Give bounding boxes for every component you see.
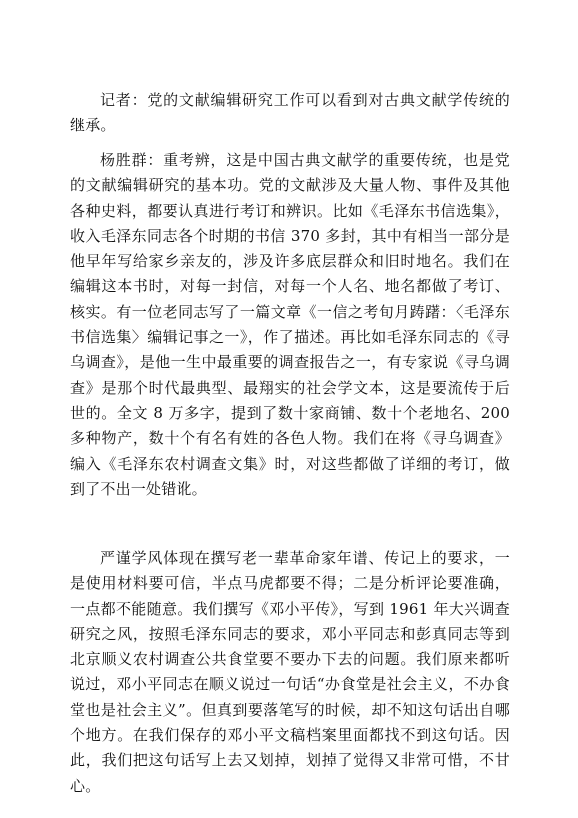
interviewer-question-paragraph: 记者：党的文献编辑研究工作可以看到对古典文献学传统的继承。 xyxy=(70,91,510,135)
answer-paragraph-textual-research: 杨胜群：重考辨，这是中国古典文献学的重要传统，也是党的文献编辑研究的基本功。党的文献涉及大量人物、事件及其他各种史料，都要认真进行考订和辨识。比如《毛泽东书信选集》，收入毛泽东同志各个时期的书信 370 多封，其中有相当一部分是他早年写给家乡亲友的，涉及许多底层群众和旧时地名。我们在编辑这本书时，对每一封信，对每一个人名、地名都做了考订、核实。有一位老同志写了一篇文章《一信之考旬月踌躇：〈毛泽东书信选集〉编辑记事之一》，作了描述。再比如毛泽东同志的《寻乌调查》，是他一生中最重要的调查报告之一，有专家说《寻乌调查》是那个时代最典型、最翔实的社会学文本，这是要流传于后世的。全文 8 万多字，提到了数十家商铺、数十个老地名、200 多种物产，数十个有名有姓的各色人物。我们在将《寻乌调查》编入《毛泽东农村调查文集》时，对这些都做了详细的考订，做到了不出一处错讹。 xyxy=(70,151,510,498)
answer-paragraph-rigorous-style: 严谨学风体现在撰写老一辈革命家年谱、传记上的要求，一是使用材料要可信，半点马虎都要不得；二是分析评论要准确，一点都不能随意。我们撰写《邓小平传》，写到 1961 年大兴调查研究之风，按照毛泽东同志的要求，邓小平同志和彭真同志等到北京顺义农村调查公共食堂要不要办下去的问题。我们原来都听说过，邓小平同志在顺义说过一句话“办食堂是社会主义，不办食堂也是社会主义”。但真到要落笔写的时候，却不知这句话出自哪个地方。在我们保存的邓小平文稿档案里面都找不到这句话。因此，我们把这句话写上去又划掉，划掉了觉得又非常可惜，不甘心。 xyxy=(70,549,510,795)
